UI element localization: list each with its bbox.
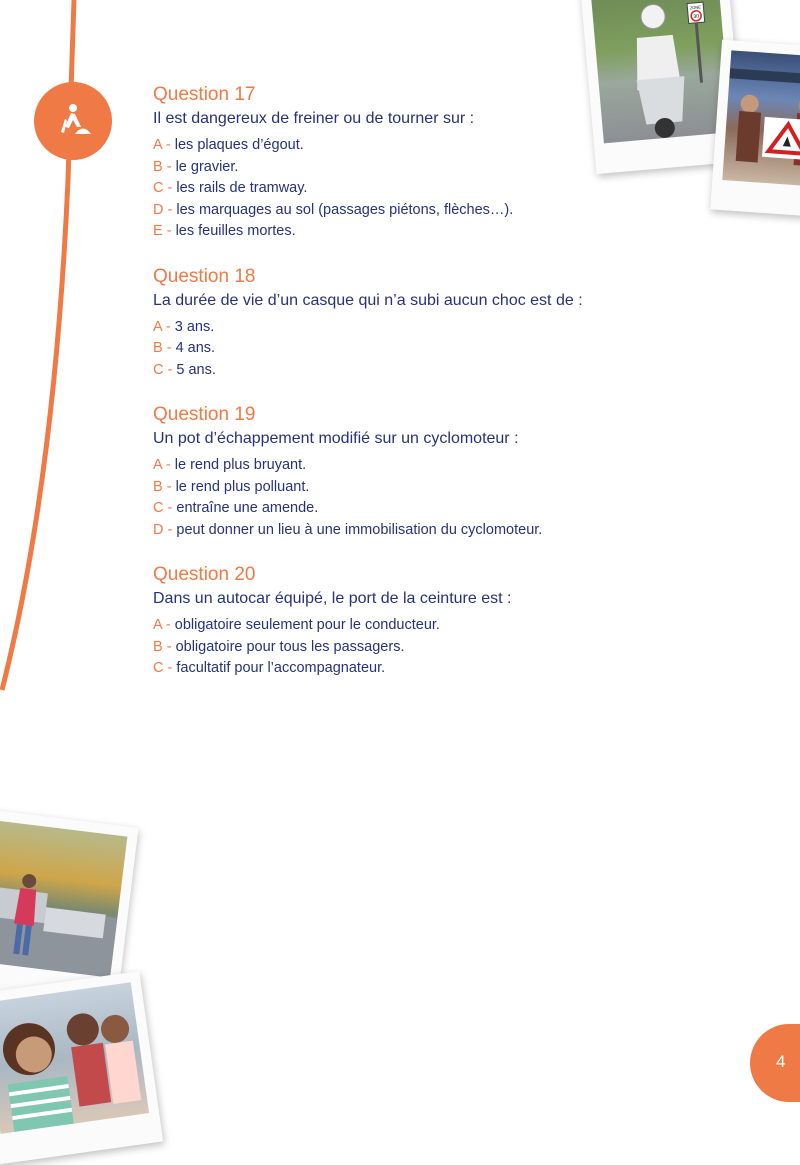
answer-option bbox=[153, 360, 713, 382]
answer-option bbox=[153, 637, 713, 659]
answer-letter: C - bbox=[153, 660, 173, 676]
answer-letter: D - bbox=[153, 201, 173, 218]
answer-letter: A - bbox=[153, 457, 171, 473]
answer-letter: E - bbox=[153, 223, 172, 239]
answer-option bbox=[153, 477, 713, 499]
answer-text: obligatoire seulement pour le conducteur. bbox=[174, 617, 440, 633]
question-title: Question 20 bbox=[153, 564, 256, 585]
answer-text: les plaques d’égout. bbox=[174, 137, 304, 153]
answer-option bbox=[153, 455, 713, 477]
answer-text: 4 ans. bbox=[175, 340, 216, 356]
students-sign-photo bbox=[710, 40, 800, 219]
teens-photo bbox=[0, 971, 163, 1165]
section-icon-badge bbox=[34, 82, 112, 160]
page-number: 4 bbox=[776, 1052, 786, 1071]
question-title: Question 17 bbox=[153, 84, 256, 105]
answer-option bbox=[153, 658, 713, 680]
zone-sign-text: ZONE bbox=[689, 4, 702, 11]
answer-letter: D - bbox=[153, 521, 173, 538]
answer-text: le gravier. bbox=[175, 158, 239, 175]
question-text: Un pot d’échappement modifié sur un cyclomoteur : bbox=[153, 430, 519, 447]
question-20 bbox=[153, 563, 713, 680]
question-18 bbox=[153, 265, 713, 382]
answer-text: obligatoire pour tous les passagers. bbox=[175, 638, 405, 655]
answer-option bbox=[153, 338, 713, 360]
answer-letter: B - bbox=[153, 638, 172, 655]
road-works-icon bbox=[53, 101, 93, 141]
answer-letter: B - bbox=[153, 478, 172, 495]
answer-letter: B - bbox=[153, 158, 172, 175]
answer-text: les marquages au sol (passages piétons, flèches…). bbox=[176, 201, 514, 218]
answer-text: le rend plus polluant. bbox=[175, 478, 310, 495]
answer-text: 3 ans. bbox=[174, 318, 215, 335]
answer-text: les rails de tramway. bbox=[176, 180, 308, 196]
answer-letter: A - bbox=[153, 617, 171, 633]
answer-text: le rend plus bruyant. bbox=[174, 457, 307, 473]
answer-letter: A - bbox=[153, 137, 171, 153]
answer-option bbox=[153, 178, 713, 200]
answer-option bbox=[153, 317, 713, 339]
answer-option bbox=[153, 615, 713, 637]
answer-option bbox=[153, 200, 713, 222]
question-text: La durée de vie d’un casque qui n’a subi aucun choc est de : bbox=[153, 291, 583, 309]
answer-letter: B - bbox=[153, 340, 172, 356]
answer-option bbox=[153, 520, 713, 542]
question-title: Question 18 bbox=[153, 265, 256, 287]
quiz-content bbox=[153, 83, 713, 702]
answer-letter: C - bbox=[153, 361, 173, 378]
question-text: Dans un autocar équipé, le port de la ceinture est : bbox=[153, 590, 512, 607]
answer-text: 5 ans. bbox=[176, 361, 216, 378]
answer-text: entraîne une amende. bbox=[176, 500, 319, 516]
answer-letter: A - bbox=[153, 318, 171, 335]
zone-sign-speed: 30 bbox=[693, 13, 700, 21]
question-title: Question 19 bbox=[153, 404, 256, 425]
answer-letter: C - bbox=[153, 500, 173, 516]
answer-letter: C - bbox=[153, 180, 173, 196]
answer-option bbox=[153, 221, 713, 243]
answer-text: facultatif pour l’accompagnateur. bbox=[176, 660, 386, 676]
page-number-badge bbox=[750, 1024, 800, 1102]
answer-text: peut donner un lieu à une immobilisation du cyclomoteur. bbox=[176, 521, 543, 538]
question-text: Il est dangereux de freiner ou de tourner sur : bbox=[153, 110, 475, 127]
question-19 bbox=[153, 403, 713, 541]
answer-option bbox=[153, 498, 713, 520]
answer-text: les feuilles mortes. bbox=[175, 223, 296, 239]
